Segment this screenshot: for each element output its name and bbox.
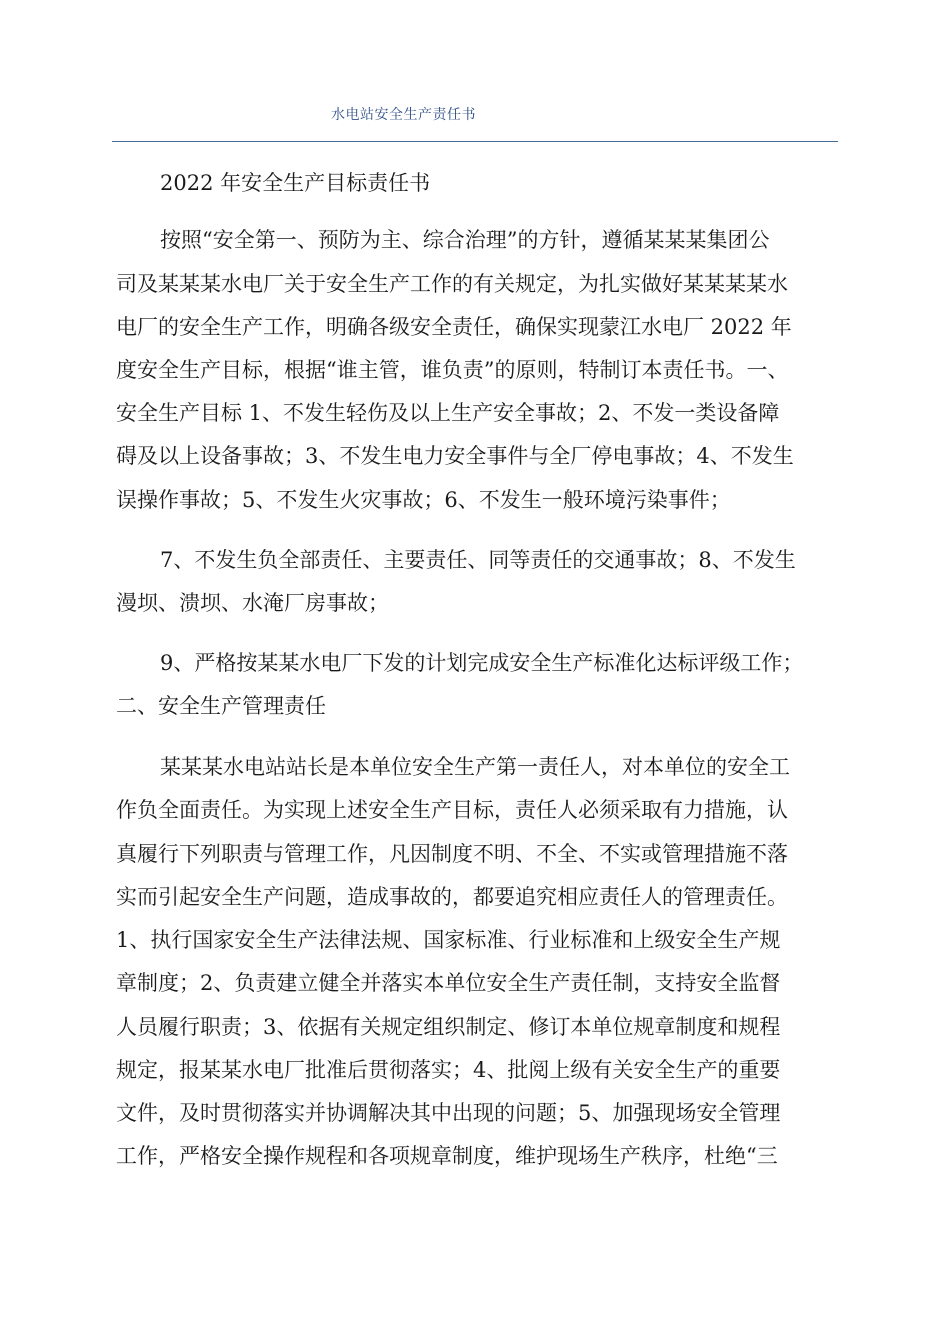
body-line: 作负全面责任。为实现上述安全生产目标，责任人必须采取有力措施，认 [116, 798, 788, 822]
body-line: 碍及以上设备事故；3、不发生电力安全事件与全厂停电事故；4、不发生 [116, 444, 794, 468]
body-line: 工作，严格安全操作规程和各项规章制度，维护现场生产秩序，杜绝“三 [116, 1144, 778, 1168]
body-line: 规定，报某某水电厂批准后贯彻落实；4、批阅上级有关安全生产的重要 [116, 1058, 781, 1082]
body-line: 误操作事故；5、不发生火灾事故；6、不发生一般环境污染事件； [116, 488, 731, 512]
body-line: 人员履行职责；3、依据有关规定组织制定、修订本单位规章制度和规程 [116, 1015, 781, 1039]
running-header-title: 水电站安全生产责任书 [331, 107, 476, 123]
body-line: 安全生产目标 1、不发生轻伤及以上生产安全事故；2、不发一类设备障 [116, 401, 780, 425]
body-line: 实而引起安全生产问题，造成事故的，都要追究相应责任人的管理责任。 [116, 885, 788, 909]
body-line: 司及某某某水电厂关于安全生产工作的有关规定，为扎实做好某某某某水 [116, 272, 788, 296]
body-line: 7、不发生负全部责任、主要责任、同等责任的交通事故；8、不发生 [160, 548, 796, 572]
body-line: 电厂的安全生产工作，明确各级安全责任，确保实现蒙江水电厂 2022 年 [116, 315, 792, 339]
section-heading: 二、安全生产管理责任 [116, 694, 326, 718]
body-line: 9、严格按某某水电厂下发的计划完成安全生产标准化达标评级工作； [160, 651, 804, 675]
body-line: 度安全生产目标，根据“谁主管，谁负责”的原则，特制订本责任书。一、 [116, 358, 789, 382]
header-divider [112, 141, 838, 142]
body-line: 漫坝、溃坝、水淹厂房事故； [116, 591, 389, 615]
body-line: 1、执行国家安全生产法律法规、国家标准、行业标准和上级安全生产规 [116, 928, 781, 952]
document-title: 2022 年安全生产目标责任书 [160, 171, 431, 195]
body-line: 章制度；2、负责建立健全并落实本单位安全生产责任制，支持安全监督 [116, 971, 781, 995]
body-line: 某某某水电站站长是本单位安全生产第一责任人，对本单位的安全工 [160, 755, 790, 779]
body-line: 真履行下列职责与管理工作，凡因制度不明、不全、不实或管理措施不落 [116, 842, 788, 866]
body-line: 按照“安全第一、预防为主、综合治理”的方针，遵循某某某集团公 [160, 228, 770, 252]
body-line: 文件，及时贯彻落实并协调解决其中出现的问题；5、加强现场安全管理 [116, 1101, 781, 1125]
